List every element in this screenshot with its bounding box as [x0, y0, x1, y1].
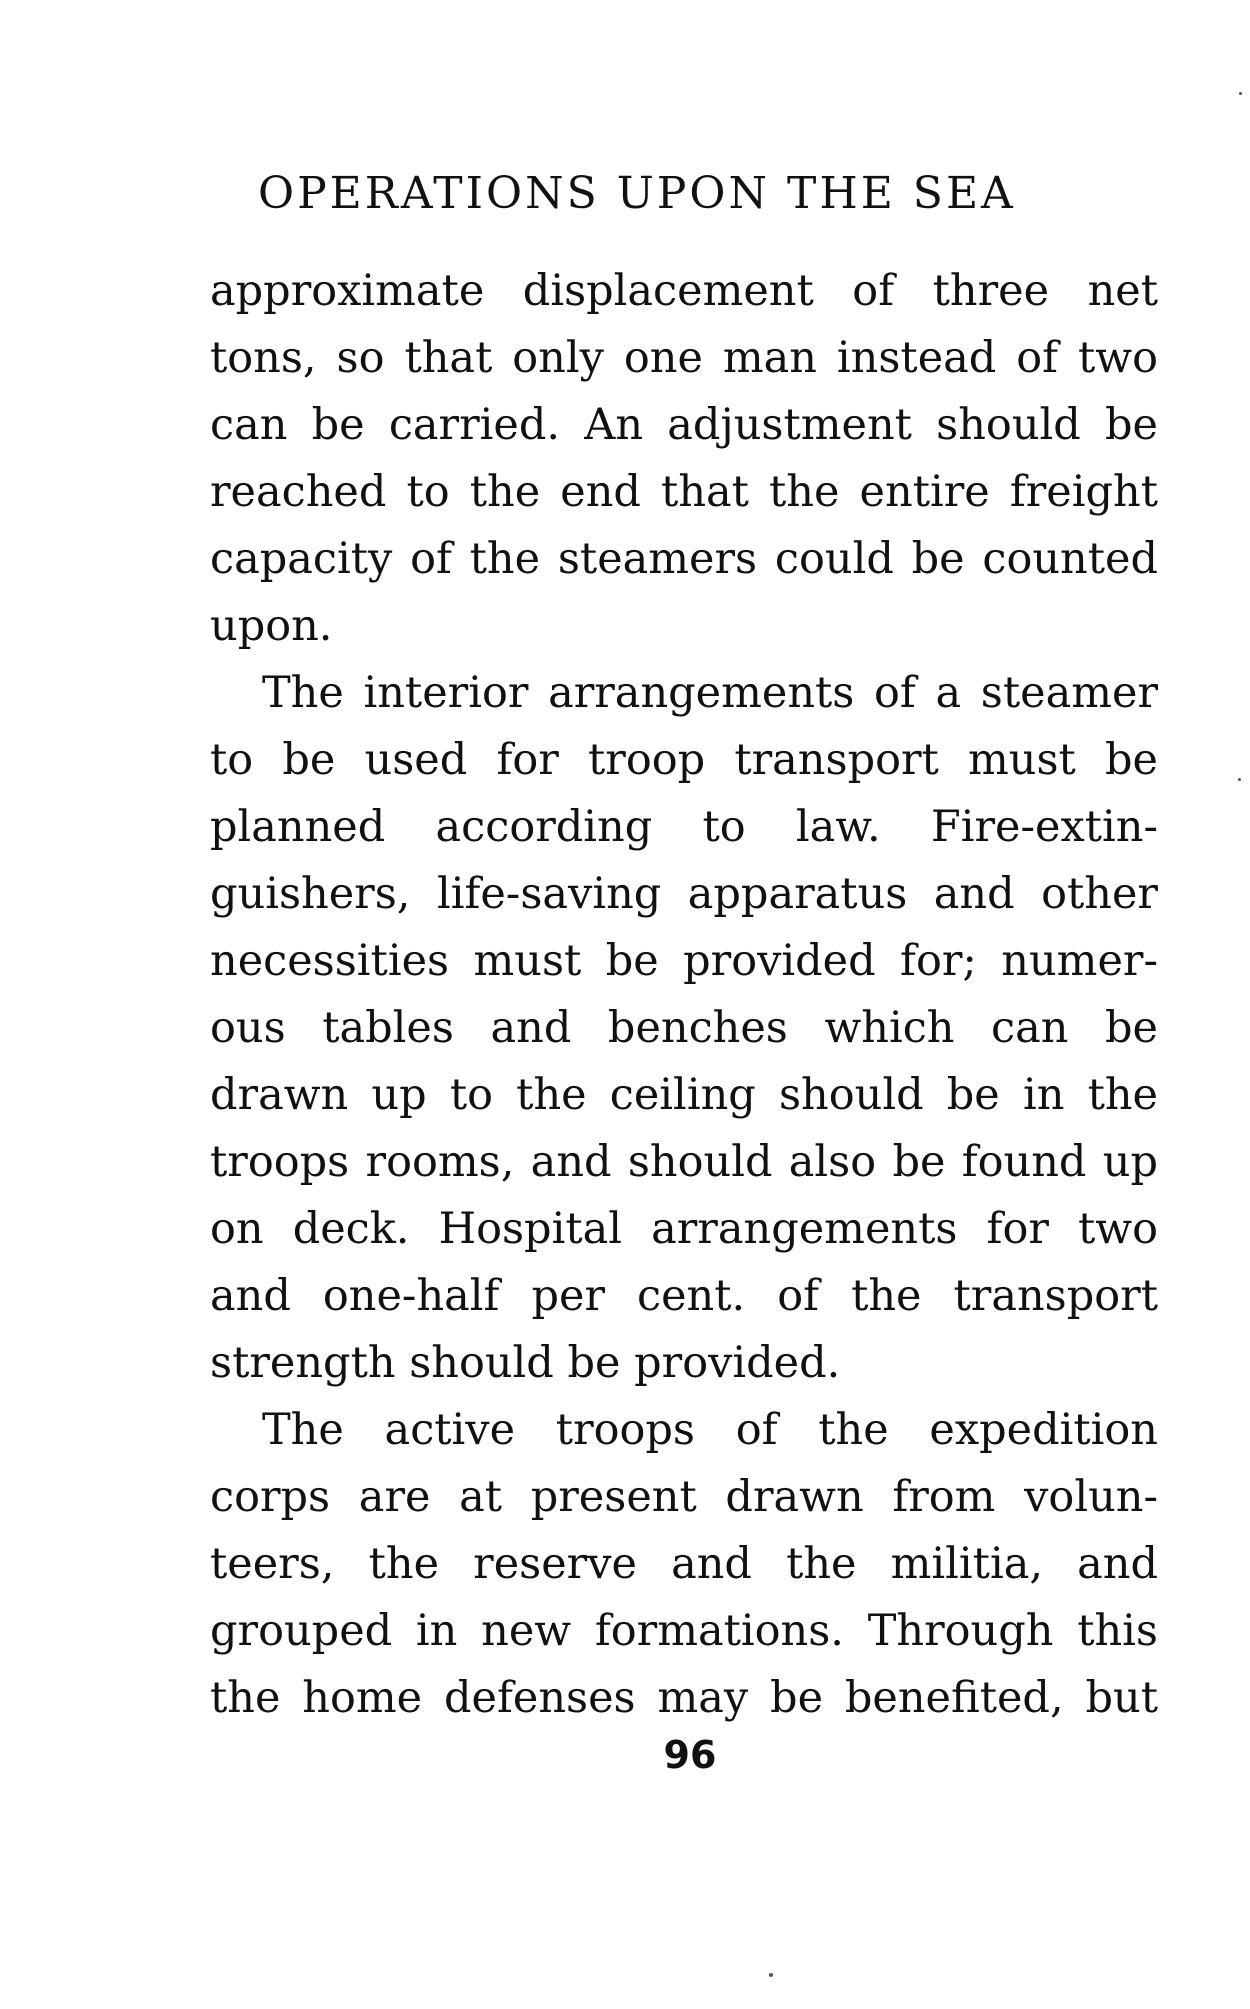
text-line: troops rooms, and should also be found up: [210, 1137, 1158, 1187]
text-line: grouped in new formations. Through this: [210, 1606, 1158, 1656]
text-line: approximate displacement of three net: [210, 266, 1158, 316]
text-line: the home defenses may be benefited, but: [210, 1673, 1158, 1723]
text-line: reached to the end that the entire freight: [210, 467, 1158, 517]
body-text: [210, 258, 1158, 1732]
text-line: tons, so that only one man instead of two: [210, 333, 1158, 383]
text-line: upon.: [210, 601, 333, 651]
running-head: OPERATIONS UPON THE SEA: [258, 168, 1016, 219]
text-line: necessities must be provided for; numer-: [210, 936, 1158, 986]
text-line: The interior arrangements of a steamer: [262, 668, 1158, 718]
text-line: planned according to law. Fire-extin-: [210, 802, 1158, 852]
text-line: can be carried. An adjustment should be: [210, 400, 1158, 450]
text-line: capacity of the steamers could be counted: [210, 534, 1158, 584]
scan-speck: [1239, 92, 1242, 95]
text-line: strength should be provided.: [210, 1338, 841, 1388]
text-line: guishers, life-saving apparatus and other: [210, 869, 1158, 919]
text-line: ous tables and benches which can be: [210, 1003, 1158, 1053]
text-line: teers, the reserve and the militia, and: [210, 1539, 1158, 1589]
text-line: The active troops of the expedition: [262, 1405, 1158, 1455]
text-line: corps are at present drawn from volun-: [210, 1472, 1158, 1522]
text-line: drawn up to the ceiling should be in the: [210, 1070, 1158, 1120]
text-line: and one-half per cent. of the transport: [210, 1271, 1158, 1321]
text-line: to be used for troop transport must be: [210, 735, 1158, 785]
scan-speck: [769, 1973, 773, 1977]
scan-speck: [1238, 778, 1241, 781]
text-line: on deck. Hospital arrangements for two: [210, 1204, 1158, 1254]
page-number: 96: [663, 1733, 717, 1777]
